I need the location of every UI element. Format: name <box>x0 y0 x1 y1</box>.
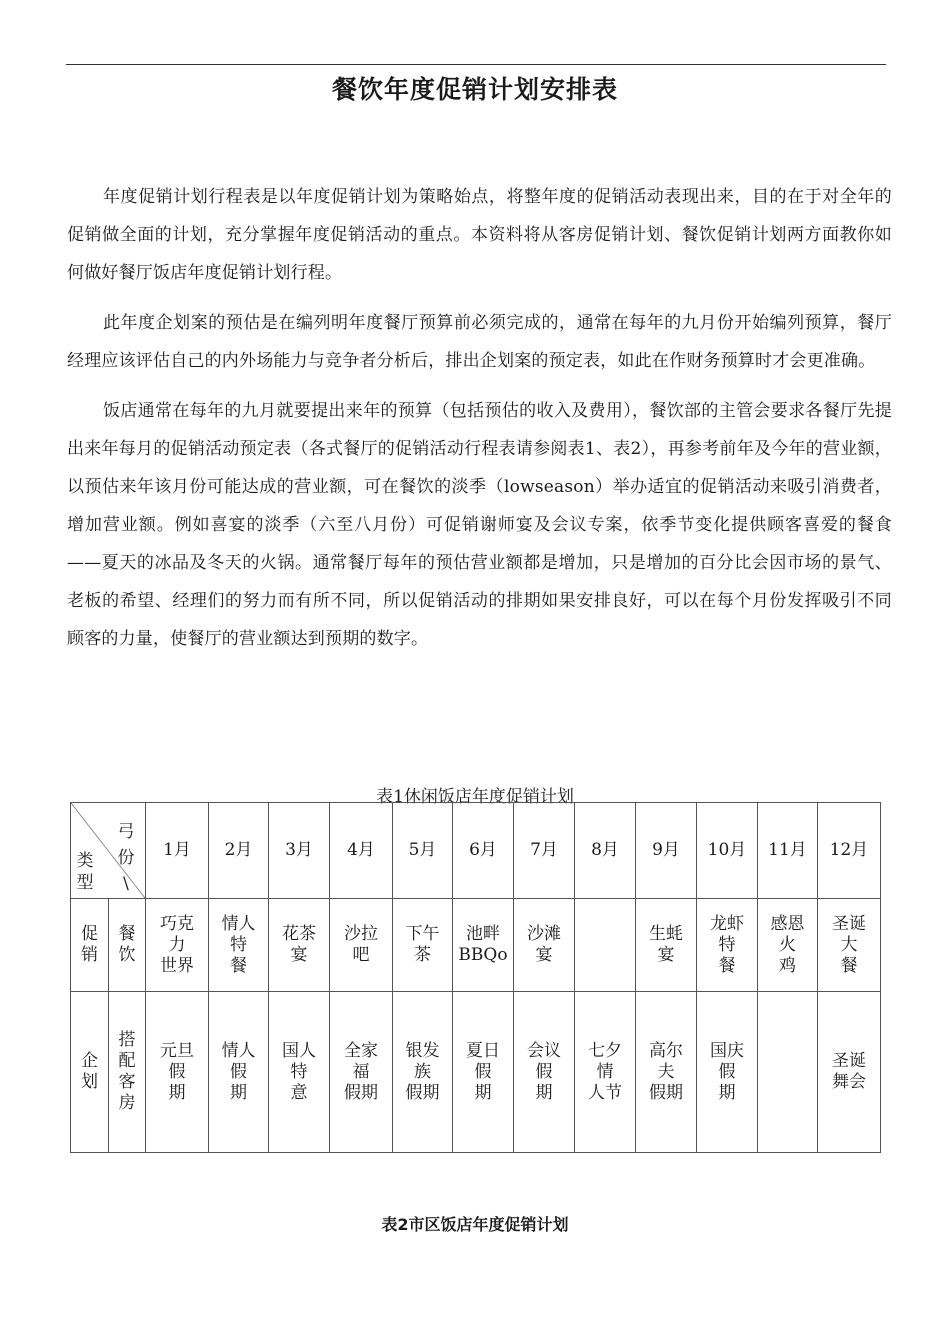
cell-row2 <box>146 992 209 1153</box>
month-header: 6月 <box>453 803 514 899</box>
cell-line: 期 <box>168 1082 186 1103</box>
header-rule <box>66 64 886 65</box>
cell-line: 火 <box>779 934 796 955</box>
cell-line: 假 <box>718 1061 736 1082</box>
cell-line: 特 <box>230 934 247 955</box>
cell-line: 圣诞 <box>832 913 866 934</box>
cell-line: 期 <box>230 1082 247 1103</box>
cell-line: 生蚝 <box>649 924 683 944</box>
cell-line: 茶 <box>414 945 431 965</box>
cell-line: 鸡 <box>779 955 796 976</box>
cell-row1 <box>818 899 881 992</box>
paragraph: 此年度企划案的预估是在编列明年度餐厅预算前必须完成的，通常在每年的九月份开始编列预算，餐厅经理应该评估自己的内外场能力与竞争者分析后，排出企划案的预定表，如此在作财务预算时才会更准确。 <box>67 313 892 371</box>
dining-row <box>71 899 881 992</box>
month-header: 2月 <box>209 803 269 899</box>
cell-row1 <box>209 899 269 992</box>
cell-line: 假期 <box>344 1082 378 1103</box>
cell-line: 全家 <box>344 1040 378 1061</box>
cell-line: 巧克 <box>160 913 194 934</box>
cell-line: 会议 <box>527 1040 561 1061</box>
month-header: 8月 <box>575 803 636 899</box>
cell-line: 期 <box>474 1082 492 1103</box>
month-header: 7月 <box>514 803 575 899</box>
cell-line: 夏日 <box>466 1040 500 1061</box>
table1-caption: 表1休闲饭店年度促销计划 <box>376 787 574 807</box>
cell-line: 情人 <box>221 913 256 934</box>
month-header: 12月 <box>818 803 881 899</box>
row-label-rooms: 搭 配 客 房 <box>109 992 146 1153</box>
cell-row2 <box>697 992 758 1153</box>
month-header: 10月 <box>697 803 758 899</box>
cell-line: 夫 <box>657 1061 675 1082</box>
cell-line: 感恩 <box>770 913 805 934</box>
cell-line: 花茶 <box>282 924 316 944</box>
cell-line: 力 <box>168 934 186 955</box>
cell-line: 宴 <box>290 945 308 965</box>
month-header: 3月 <box>269 803 330 899</box>
cell-row2 <box>575 992 636 1153</box>
cell-line: 国人 <box>282 1040 316 1061</box>
cell-row2 <box>269 992 330 1153</box>
cell-row1 <box>330 899 393 992</box>
row-label-dining: 餐 饮 <box>109 899 146 992</box>
cell-line: 银发 <box>405 1040 440 1061</box>
cell-line: BBQo <box>458 945 508 965</box>
month-axis-label: 弓 份 \ <box>117 822 135 894</box>
cell-row2 <box>514 992 575 1153</box>
month-header: 4月 <box>330 803 393 899</box>
cell-line: 特 <box>290 1061 308 1082</box>
cell-line: 七夕 <box>588 1040 622 1061</box>
cell-line: 大 <box>840 934 858 955</box>
cell-line: 意 <box>290 1082 308 1103</box>
cell-line: 福 <box>352 1061 370 1082</box>
cell-row1 <box>636 899 697 992</box>
cell-row2 <box>453 992 514 1153</box>
cell-row2 <box>818 992 881 1153</box>
cell-row1 <box>575 899 636 992</box>
document-title: 餐饮年度促销计划安排表 <box>331 75 618 104</box>
month-header: 9月 <box>636 803 697 899</box>
cell-row1 <box>146 899 209 992</box>
cell-row2 <box>393 992 453 1153</box>
cell-line: 特 <box>718 934 736 955</box>
paragraph: 饭店通常在每年的九月就要提出来年的预算（包括预估的收入及费用），餐饮部的主管会要求各餐厅先提出来年每月的促销活动预定表（各式餐厅的促销活动行程表请参阅表1、表2），再参考前年及今年的营业额，以预估来年该月份可能达成的营业额，可在餐饮的淡季（lowseason）举办适宜的促销活动来吸引消费者，增加营业额。例如喜宴的淡季（六至八月份）可促销谢师宴及会议专案，依季节变化提供顾客喜爱的餐食——夏天的冰品及冬天的火锅。通常餐厅每年的预估营业额都是增加，只是增加的百分比会因市场的景气、老板的希望、经理们的努力而有所不同，所以促销活动的排期如果安排良好，可以在每个月份发挥吸引不同顾客的力量，使餐厅的营业额达到预期的数字。 <box>67 401 892 649</box>
cell-line: 餐 <box>718 955 736 976</box>
cell-line: 舞会 <box>832 1072 866 1092</box>
cell-line: 世界 <box>160 955 194 976</box>
cell-line: 人节 <box>588 1082 622 1103</box>
cell-row2 <box>758 992 818 1153</box>
cell-line: 龙虾 <box>710 913 744 934</box>
type-axis-label: 类 型 <box>76 851 94 893</box>
cell-line: 下午 <box>405 924 440 944</box>
body-text <box>67 178 892 670</box>
cell-line: 族 <box>414 1061 431 1082</box>
month-header: 5月 <box>393 803 453 899</box>
cell-line: 宴 <box>535 945 553 965</box>
cell-line: 国庆 <box>710 1040 744 1061</box>
month-header: 11月 <box>758 803 818 899</box>
group-label-plan: 企 划 <box>71 992 109 1153</box>
cell-line: 餐 <box>230 955 247 976</box>
cell-line: 宴 <box>657 945 675 965</box>
cell-row1 <box>393 899 453 992</box>
cell-line: 期 <box>535 1082 553 1103</box>
cell-row1 <box>453 899 514 992</box>
cell-line: 高尔 <box>649 1040 683 1061</box>
cell-row1 <box>514 899 575 992</box>
cell-line: 吧 <box>352 945 370 965</box>
corner-cell <box>71 803 146 899</box>
cell-row2 <box>636 992 697 1153</box>
cell-line: 情 <box>596 1061 614 1082</box>
cell-row2 <box>209 992 269 1153</box>
cell-line: 沙拉 <box>344 924 378 944</box>
cell-line: 期 <box>718 1082 736 1103</box>
cell-row1 <box>269 899 330 992</box>
cell-line: 餐 <box>840 955 858 976</box>
cell-line: 假 <box>168 1061 186 1082</box>
cell-line: 假期 <box>405 1082 440 1103</box>
cell-line: 元旦 <box>160 1040 194 1061</box>
cell-line: 假 <box>230 1061 247 1082</box>
cell-row1 <box>758 899 818 992</box>
cell-line: 情人 <box>221 1040 256 1061</box>
cell-line: 池畔 <box>466 924 500 944</box>
cell-row1 <box>697 899 758 992</box>
group-label-promotion: 促 销 <box>71 899 109 992</box>
paragraph: 年度促销计划行程表是以年度促销计划为策略始点，将整年度的促销活动表现出来，目的在于对全年的促销做全面的计划，充分掌握年度促销活动的重点。本资料将从客房促销计划、餐饮促销计划两方面教你如何做好餐厅饭店年度促销计划行程。 <box>67 187 892 283</box>
cell-row2 <box>330 992 393 1153</box>
cell-line: 假 <box>474 1061 492 1082</box>
table2-caption: 表2市区饭店年度促销计划 <box>381 1215 569 1234</box>
room-package-row <box>71 992 881 1153</box>
cell-line: 圣诞 <box>832 1051 866 1071</box>
cell-line: 沙滩 <box>527 924 561 944</box>
promotion-table <box>70 802 881 1153</box>
month-header-row <box>71 803 881 899</box>
cell-line: 假 <box>535 1061 553 1082</box>
cell-line: 假期 <box>649 1082 683 1103</box>
month-header: 1月 <box>146 803 209 899</box>
